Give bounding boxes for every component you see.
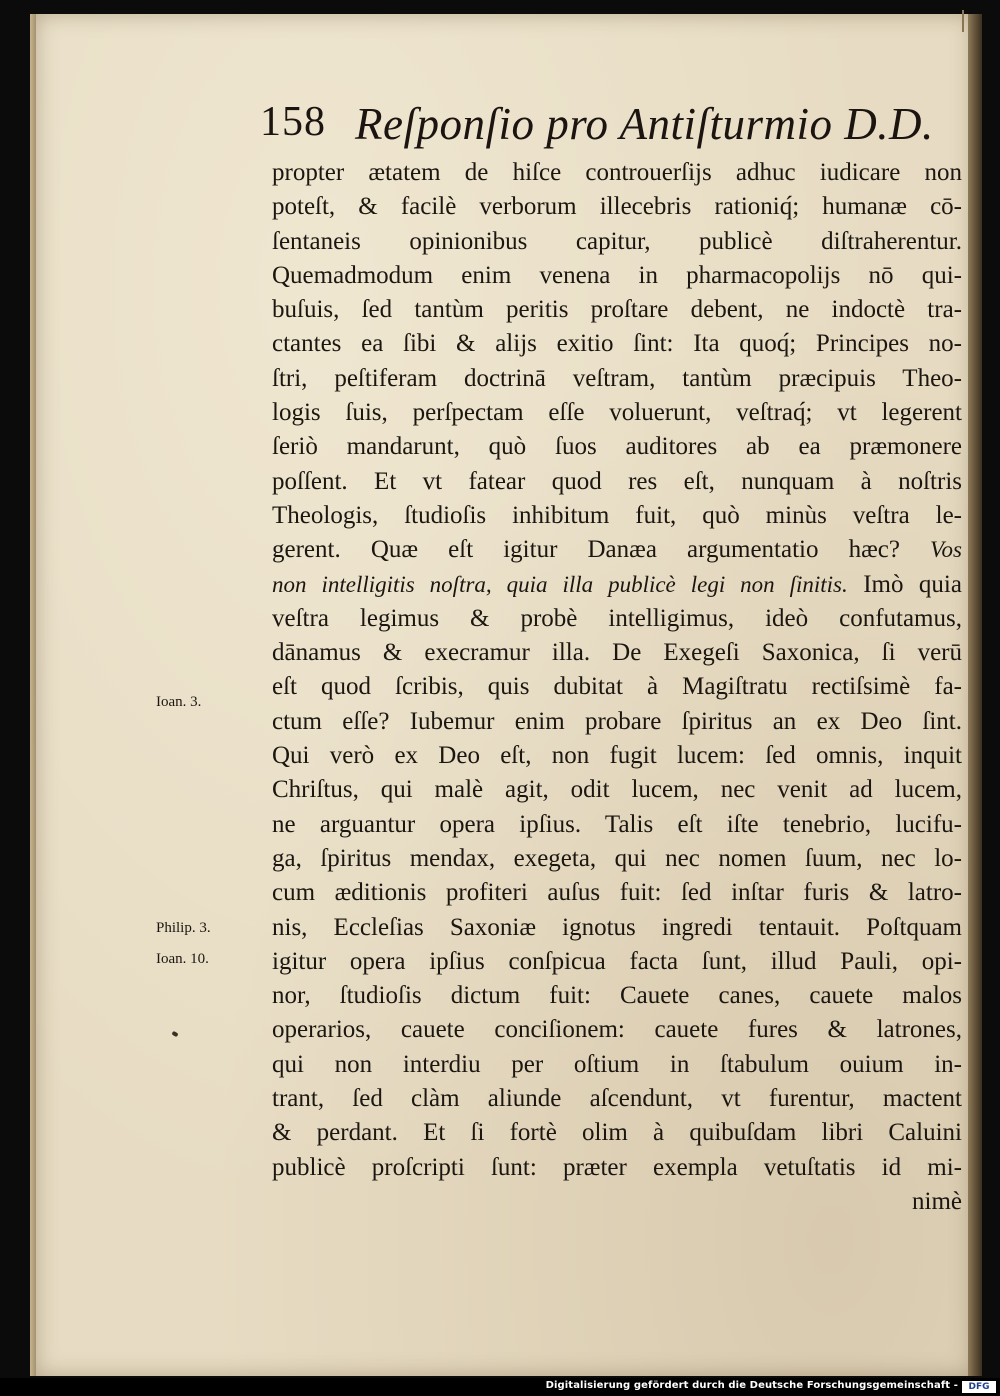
- margin-note-ioan-3: Ioan. 3.: [156, 694, 202, 710]
- text-line: poſſent. Et vt fatear quod res eſt, nunquam à noſtris: [272, 467, 962, 495]
- text-segment: gerent. Quæ eſt igitur Danæa argumentatio hæc?: [272, 536, 931, 564]
- margin-note-philip-3: Philip. 3.: [156, 920, 211, 936]
- text-line: propter ætatem de hiſce controuerſijs adhuc iudicare non: [272, 159, 962, 186]
- page-corner-mark: [962, 10, 974, 32]
- text-line: veſtra legimus & probè intelligimus, ideò confutamus,: [272, 604, 962, 632]
- text-line: dānamus & execramur illa. De Exegeſi Saxonica, ſi verū: [272, 639, 962, 667]
- text-line-with-italic: [272, 568, 962, 602]
- text-line: ne arguantur opera ipſius. Talis eſt iſte tenebrio, lucifu-: [272, 810, 962, 838]
- text-line: trant, ſed clàm aliunde aſcendunt, vt furentur, mactent: [272, 1085, 962, 1113]
- text-line: igitur opera ipſius conſpicua facta ſunt, illud Pauli, opi-: [272, 947, 962, 975]
- text-segment: Imò quia: [847, 570, 962, 598]
- text-line: nis, Eccleſias Saxoniæ ignotus ingredi tentauit. Poſtquam: [272, 913, 962, 941]
- text-line: Theologis, ſtudioſis inhibitum fuit, quò minùs veſtra le-: [272, 501, 962, 529]
- italic-quote-start: Vos: [930, 537, 962, 563]
- text-line: nor, ſtudioſis dictum fuit: Cauete canes, cauete malos: [272, 982, 962, 1010]
- text-line: ſeriò mandarunt, quò ſuos auditores ab ea præmonere: [272, 433, 962, 461]
- margin-note-ioan-10: Ioan. 10.: [156, 951, 209, 967]
- footer-bar: [0, 1378, 1000, 1396]
- text-line: ſentaneis opinionibus capitur, publicè diſtraherentur.: [272, 227, 962, 255]
- footer-credit: Digitalisierung gefördert durch die Deutsche Forschungsgemeinschaft -: [545, 1380, 958, 1391]
- body-text: [272, 156, 962, 1219]
- text-line: Qui verò ex Deo eſt, non fugit lucem: ſed omnis, inquit: [272, 742, 962, 770]
- italic-quote: non intelligitis noſtra, quia illa publicè legi non ſinitis.: [272, 571, 848, 597]
- page-number: 158: [260, 99, 326, 145]
- text-line: eſt quod ſcribis, quis dubitat à Magiſtratu rectiſsimè fa-: [272, 673, 962, 701]
- text-line: operarios, cauete conciſionem: cauete fures & latrones,: [272, 1016, 962, 1044]
- text-line: buſuis, ſed tantùm peritis proſtare debent, ne indoctè tra-: [272, 296, 962, 324]
- text-line: Quemadmodum enim venena in pharmacopolijs nō qui-: [272, 261, 962, 289]
- running-title: Reſponſio pro Antiſturmio D.D.: [355, 99, 934, 149]
- page-right-edge: [968, 14, 982, 1376]
- page-header: [260, 98, 960, 154]
- dfg-logo: DFG: [962, 1381, 996, 1393]
- catchword: nimè: [912, 1187, 962, 1215]
- text-line: cum æditionis profiteri auſus fuit: ſed inſtar furis & latro-: [272, 879, 962, 907]
- text-line: ctum eſſe? Iubemur enim probare ſpiritus an ex Deo ſint.: [272, 707, 962, 735]
- text-line: ſtri, peſtiferam doctrinā veſtram, tantùm præcipuis Theo-: [272, 364, 962, 392]
- text-line: ctantes ea ſibi & alijs exitio ſint: Ita quoq́; Principes no-: [272, 330, 962, 358]
- text-line: Chriſtus, qui malè agit, odit lucem, nec venit ad lucem,: [272, 776, 962, 804]
- text-line-with-italic: [272, 533, 962, 567]
- text-line: logis ſuis, perſpectam eſſe voluerunt, veſtraq́; vt legerent: [272, 399, 962, 427]
- text-line: & perdant. Et ſi fortè olim à quibuſdam libri Caluini: [272, 1119, 962, 1147]
- text-line: qui non interdiu per oſtium in ſtabulum ouium in-: [272, 1050, 962, 1078]
- text-line: poteſt, & facilè verborum illecebris rationiq́; humanæ cō-: [272, 193, 962, 221]
- text-line: ga, ſpiritus mendax, exegeta, qui nec nomen ſuum, nec lo-: [272, 844, 962, 872]
- text-line: publicè proſcripti ſunt: præter exempla vetuſtatis id mi-: [272, 1153, 962, 1181]
